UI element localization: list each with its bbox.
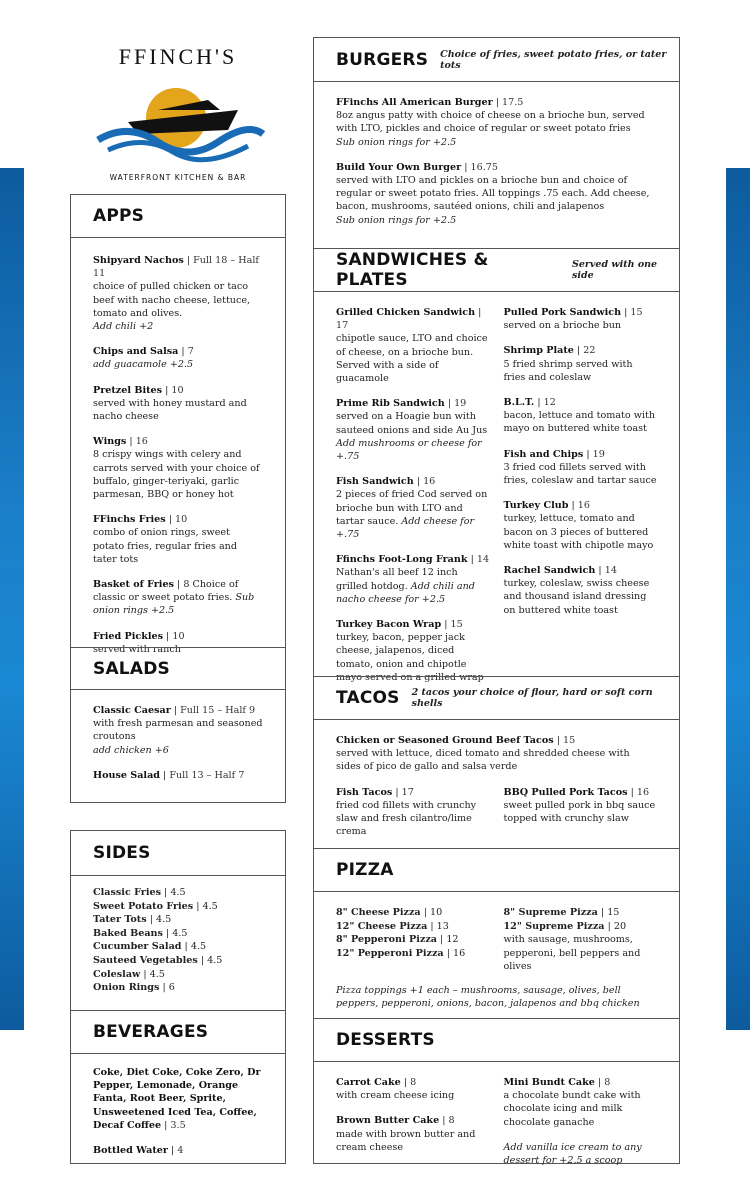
beverages-header bbox=[71, 1010, 285, 1054]
menu-item: House Salad | Full 13 – Half 7 bbox=[93, 769, 245, 781]
menu-item: Chips and Salsa | 7 add guacamole +2.5 bbox=[93, 346, 194, 371]
sandwiches-list bbox=[314, 292, 679, 683]
menu-item: Rachel Sandwich | 14 turkey, coleslaw, swiss cheese and thousand island dressing on buttered white toast bbox=[503, 565, 650, 616]
right-blue-stripe bbox=[726, 168, 750, 1030]
menu-item: Ffinchs Foot-Long Frank | 14 Nathan's all beef 12 inch grilled hotdog. Add chili and nacho cheese for +2.5 bbox=[336, 554, 490, 605]
menu-item: Fish Sandwich | 16 2 pieces of fried Cod served on brioche bun with LTO and tartar sauce. Add cheese for +.75 bbox=[336, 476, 488, 541]
sandwiches-right-column bbox=[504, 306, 658, 666]
menu-item: Grilled Chicken Sandwich | 17 chipotle sauce, LTO and choice of cheese, on a brioche bun. Served with a side of guacamole bbox=[336, 307, 488, 385]
list-item: Sweet Potato Fries | 4.5 bbox=[93, 900, 218, 912]
menu-item: Build Your Own Burger | 16.75 served with LTO and pickles on a brioche bun and choice of regular or sweet potato fries. All toppings .75 each. Add cheese, bacon, mushrooms, sautéed onions, chili and jalapenos Sub onion rings for +2.5 bbox=[336, 161, 650, 226]
menu-item: Mini Bundt Cake | 8 a chocolate bundt cake with chocolate icing and milk chocolate ganache bbox=[503, 1077, 641, 1128]
salads-header bbox=[71, 647, 285, 690]
list-item: Tater Tots | 4.5 bbox=[93, 914, 172, 926]
menu-item: Coke, Diet Coke, Coke Zero, Dr Pepper, Lemonade, Orange Fanta, Root Beer, Sprite, Unsweetened Iced Tea, Coffee, Decaf Coffee | 3.5 bbox=[93, 1067, 261, 1131]
burgers-header bbox=[314, 38, 679, 82]
sandwiches-subtitle: Served with one side bbox=[572, 259, 658, 281]
burgers-subtitle: Choice of fries, sweet potato fries, or tater tots bbox=[440, 48, 667, 71]
beverages-title: BEVERAGES bbox=[93, 1022, 209, 1042]
list-item: Coleslaw | 4.5 bbox=[93, 968, 165, 980]
pizza-supreme-desc: with sausage, mushrooms, pepperoni, bell peppers and olives bbox=[503, 934, 641, 973]
menu-item: Pretzel Bites | 10 served with honey mustard and nacho cheese bbox=[93, 384, 247, 423]
apps-header bbox=[71, 195, 285, 238]
list-item: 8" Supreme Pizza | 15 bbox=[503, 907, 620, 918]
menu-item: B.L.T. | 12 bacon, lettuce and tomato with mayo on buttered white toast bbox=[503, 397, 656, 435]
menu-item: Fish Tacos | 17 fried cod fillets with crunchy slaw and fresh cilantro/lime crema bbox=[336, 786, 477, 838]
list-item: Classic Fries | 4.5 bbox=[93, 887, 186, 898]
sides-header bbox=[71, 831, 285, 876]
apps-list bbox=[71, 238, 285, 655]
burgers-list bbox=[314, 82, 679, 248]
beverages-list bbox=[71, 1054, 285, 1179]
pizza-list bbox=[314, 892, 679, 1018]
list-item: Cucumber Salad | 4.5 bbox=[93, 941, 207, 953]
menu-item: Prime Rib Sandwich | 19 served on a Hoagie bun with sauteed onions and side Au Jus Add mushrooms or cheese for +.75 bbox=[336, 398, 488, 463]
apps-title: APPS bbox=[93, 206, 145, 226]
menu-item: Carrot Cake | 8 with cream cheese icing bbox=[336, 1077, 455, 1102]
menu-item: Wings | 16 8 crispy wings with celery and carrots served with your choice of buffalo, ginger-teriyaki, garlic parmesan, BBQ or honey hot bbox=[93, 436, 260, 501]
desserts-header bbox=[314, 1018, 679, 1062]
menu-item: Bottled Water | 4 bbox=[93, 1145, 184, 1157]
sides-title: SIDES bbox=[93, 843, 151, 863]
salads-list bbox=[71, 690, 285, 804]
menu-item: Fish and Chips | 19 3 fried cod fillets served with fries, coleslaw and tartar sauce bbox=[503, 448, 657, 487]
desserts-title: DESSERTS bbox=[336, 1030, 435, 1050]
list-item: 12" Cheese Pizza | 13 bbox=[336, 920, 449, 932]
dessert-ice-cream-note: Add vanilla ice cream to any dessert for +2.5 a scoop bbox=[503, 1141, 642, 1167]
burgers-title: BURGERS bbox=[336, 49, 429, 70]
tacos-header bbox=[314, 676, 679, 720]
sides-beverages-box bbox=[70, 830, 286, 1164]
list-item: 8" Pepperoni Pizza | 12 bbox=[336, 934, 459, 946]
pizza-title: PIZZA bbox=[336, 860, 394, 880]
menu-item: BBQ Pulled Pork Tacos | 16 sweet pulled pork in bbq sauce topped with crunchy slaw bbox=[503, 786, 656, 825]
menu-item: Classic Caesar | Full 15 – Half 9 with fresh parmesan and seasoned croutons add chicken +6 bbox=[93, 705, 263, 756]
tacos-subtitle: 2 tacos your choice of flour, hard or soft corn shells bbox=[411, 687, 653, 709]
ffinchs-logo bbox=[88, 30, 268, 190]
menu-item: Brown Butter Cake | 8 made with brown butter and cream cheese bbox=[336, 1115, 476, 1153]
menu-item: Shrimp Plate | 22 5 fried shrimp served with fries and coleslaw bbox=[503, 345, 633, 383]
salads-title: SALADS bbox=[93, 658, 170, 679]
list-item: 8" Cheese Pizza | 10 bbox=[336, 907, 443, 918]
desserts-list bbox=[314, 1062, 679, 1189]
list-item: 12" Supreme Pizza | 20 bbox=[503, 920, 627, 932]
menu-item: FFinchs All American Burger | 17.5 8oz angus patty with choice of cheese on a brioche bun, served with LTO, pickles and choice of regular or sweet potato fries Sub onion rings for +2.5 bbox=[336, 97, 645, 148]
logo-brand-text: FFINCH'S bbox=[118, 44, 238, 69]
menu-item: Pulled Pork Sandwich | 15 served on a brioche bun bbox=[503, 307, 643, 332]
logo-tagline-text: WATERFRONT KITCHEN & BAR bbox=[109, 173, 247, 182]
menu-item: Turkey Bacon Wrap | 15 turkey, bacon, pepper jack cheese, jalapenos, diced tomato, onion and chipotle mayo served on a grilled wrap bbox=[336, 619, 484, 683]
menu-item: Chicken or Seasoned Ground Beef Tacos | 15 served with lettuce, diced tomato and shredded cheese with sides of pico de gallo and salsa verde bbox=[336, 735, 630, 773]
tacos-title: TACOS bbox=[336, 688, 400, 708]
list-item: Onion Rings | 6 bbox=[93, 982, 175, 994]
main-menu-box bbox=[313, 37, 680, 1167]
apps-salads-box bbox=[70, 194, 286, 803]
menu-item: Basket of Fries | 8 Choice of classic or sweet potato fries. Sub onion rings +2.5 bbox=[93, 579, 255, 617]
sides-list bbox=[71, 876, 285, 1010]
menu-item: FFinchs Fries | 10 combo of onion rings, sweet potato fries, regular fries and tater tots bbox=[93, 514, 237, 565]
list-item: 12" Pepperoni Pizza | 16 bbox=[336, 947, 466, 959]
menu-item: Fried Pickles | 10 served with ranch bbox=[93, 630, 185, 655]
left-blue-stripe bbox=[0, 168, 24, 1030]
sandwiches-title: SANDWICHES & PLATES bbox=[336, 250, 489, 290]
list-item: Baked Beans | 4.5 bbox=[93, 927, 188, 939]
pizza-header bbox=[314, 848, 679, 892]
menu-item: Shipyard Nachos | Full 18 – Half 11 choice of pulled chicken or taco beef with nacho cheese, lettuce, tomato and olives. Add chili +2 bbox=[93, 255, 259, 333]
sandwiches-left-column bbox=[336, 306, 490, 683]
sandwiches-header bbox=[314, 248, 679, 292]
pizza-toppings-note: Pizza toppings +1 each – mushrooms, sausage, olives, bell peppers, pepperoni, onions, bacon, jalapenos and bbq chicken bbox=[336, 984, 640, 1010]
list-item: Sauteed Vegetables | 4.5 bbox=[93, 954, 223, 966]
tacos-list bbox=[314, 720, 679, 848]
menu-item: Turkey Club | 16 turkey, lettuce, tomato and bacon on 3 pieces of buttered white toast with chipotle mayo bbox=[503, 500, 654, 551]
